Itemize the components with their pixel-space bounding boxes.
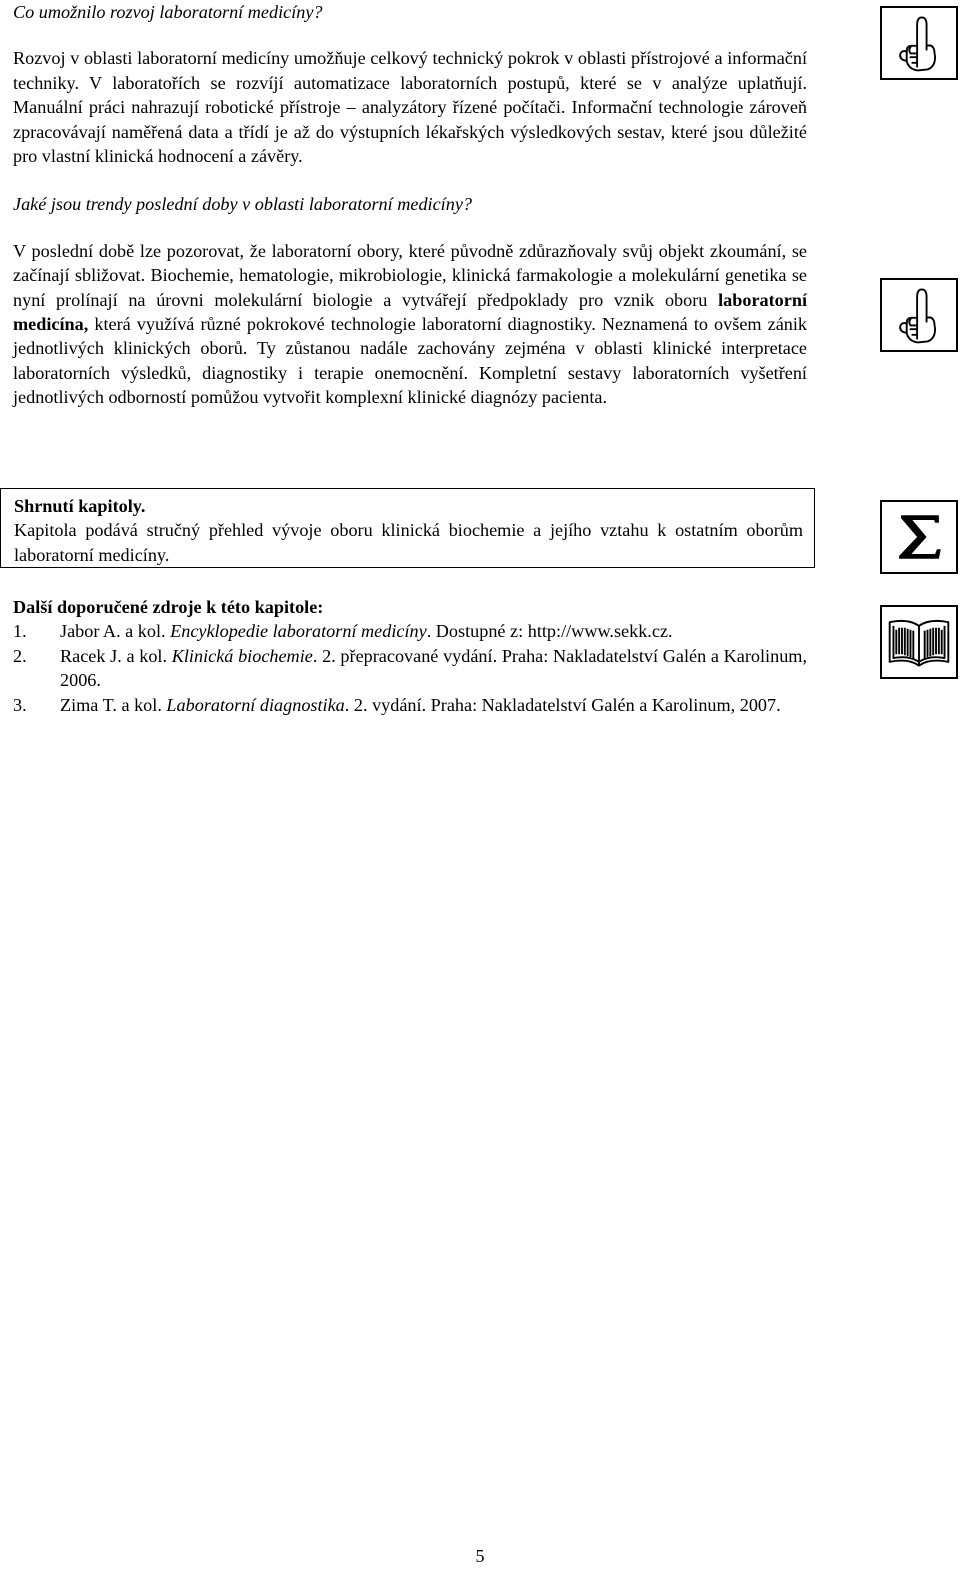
summary-box bbox=[0, 488, 815, 568]
section1-heading: Co umožnilo rozvoj laboratorní medicíny? bbox=[13, 2, 323, 22]
sources-section bbox=[13, 595, 807, 717]
section2-heading: Jaké jsou trendy poslední doby v oblasti laboratorní medicíny? bbox=[13, 194, 472, 215]
summary-title: Shrnutí kapitoly. bbox=[14, 496, 146, 516]
section2-bold-term: laboratorní medicína, bbox=[13, 289, 808, 335]
section2-text-after: která využívá různé pokrokové technologie laboratorní diagnostiky. Neznamená to ovšem zánik jednotlivých klinických oborů. Ty zůstanou nadále zachovány zejména v oblasti klinické interpretace laboratorních výsledků, diagnostiky i terapie onemocnění. Kompletní sestavy laboratorních vyšetření jednotlivých odborností pomůžou vytvořit komplexní klinické diagnózy pacienta. bbox=[13, 314, 808, 408]
page-number: 5 bbox=[475, 1546, 485, 1566]
section2-paragraph bbox=[13, 239, 807, 410]
source-item bbox=[13, 693, 807, 717]
source-number: 2. bbox=[13, 645, 27, 666]
section2-text-before: V poslední době lze pozorovat, že laboratorní obory, které původně zdůrazňovaly svůj objekt zkoumání, se začínají sbližovat. Biochemie, hematologie, mikrobiologie, klinická farmakologie a molekulární genetika se nyní prolínají na úrovni molekulární biologie a vytvářejí předpoklady pro vznik oboru bbox=[13, 240, 807, 310]
pointing-hand-icon bbox=[880, 278, 958, 352]
source-text: Racek J. a kol. Klinická biochemie. 2. přepracované vydání. Praha: Nakladatelství Galén a Karolinum, 2006. bbox=[60, 645, 807, 691]
sigma-icon bbox=[880, 500, 958, 574]
pointing-hand-icon bbox=[880, 6, 958, 80]
summary-text: Kapitola podává stručný přehled vývoje oboru klinická biochemie a jejího vztahu k ostatním oborům laboratorní medicíny. bbox=[14, 520, 803, 565]
main-content bbox=[13, 0, 807, 410]
section1-paragraph: Rozvoj v oblasti laboratorní medicíny umožňuje celkový technický pokrok v oblasti přístrojové a informační techniky. V laboratořích se rozvíjí automatizace laboratorních postupů, které se v analýze uplatňují. Manuální práci nahrazují robotické přístroje – analyzátory řízené počítači. Informační technologie zároveň zpracovávají naměřená data a třídí je až do výstupních lékařských výsledkových sestav, které jsou důležité pro vlastní klinická hodnocení a závěry. bbox=[13, 48, 807, 167]
sources-title: Další doporučené zdroje k této kapitole: bbox=[13, 597, 324, 617]
source-number: 3. bbox=[13, 694, 27, 715]
open-book-icon bbox=[880, 605, 958, 679]
source-item bbox=[13, 644, 807, 693]
source-item bbox=[13, 619, 807, 643]
source-text: Zima T. a kol. Laboratorní diagnostika. 2. vydání. Praha: Nakladatelství Galén a Karolinum, 2007. bbox=[60, 694, 781, 715]
source-text: Jabor A. a kol. Encyklopedie laboratorní medicíny. Dostupné z: http://www.sekk.cz. bbox=[60, 621, 673, 642]
source-number: 1. bbox=[13, 621, 27, 642]
